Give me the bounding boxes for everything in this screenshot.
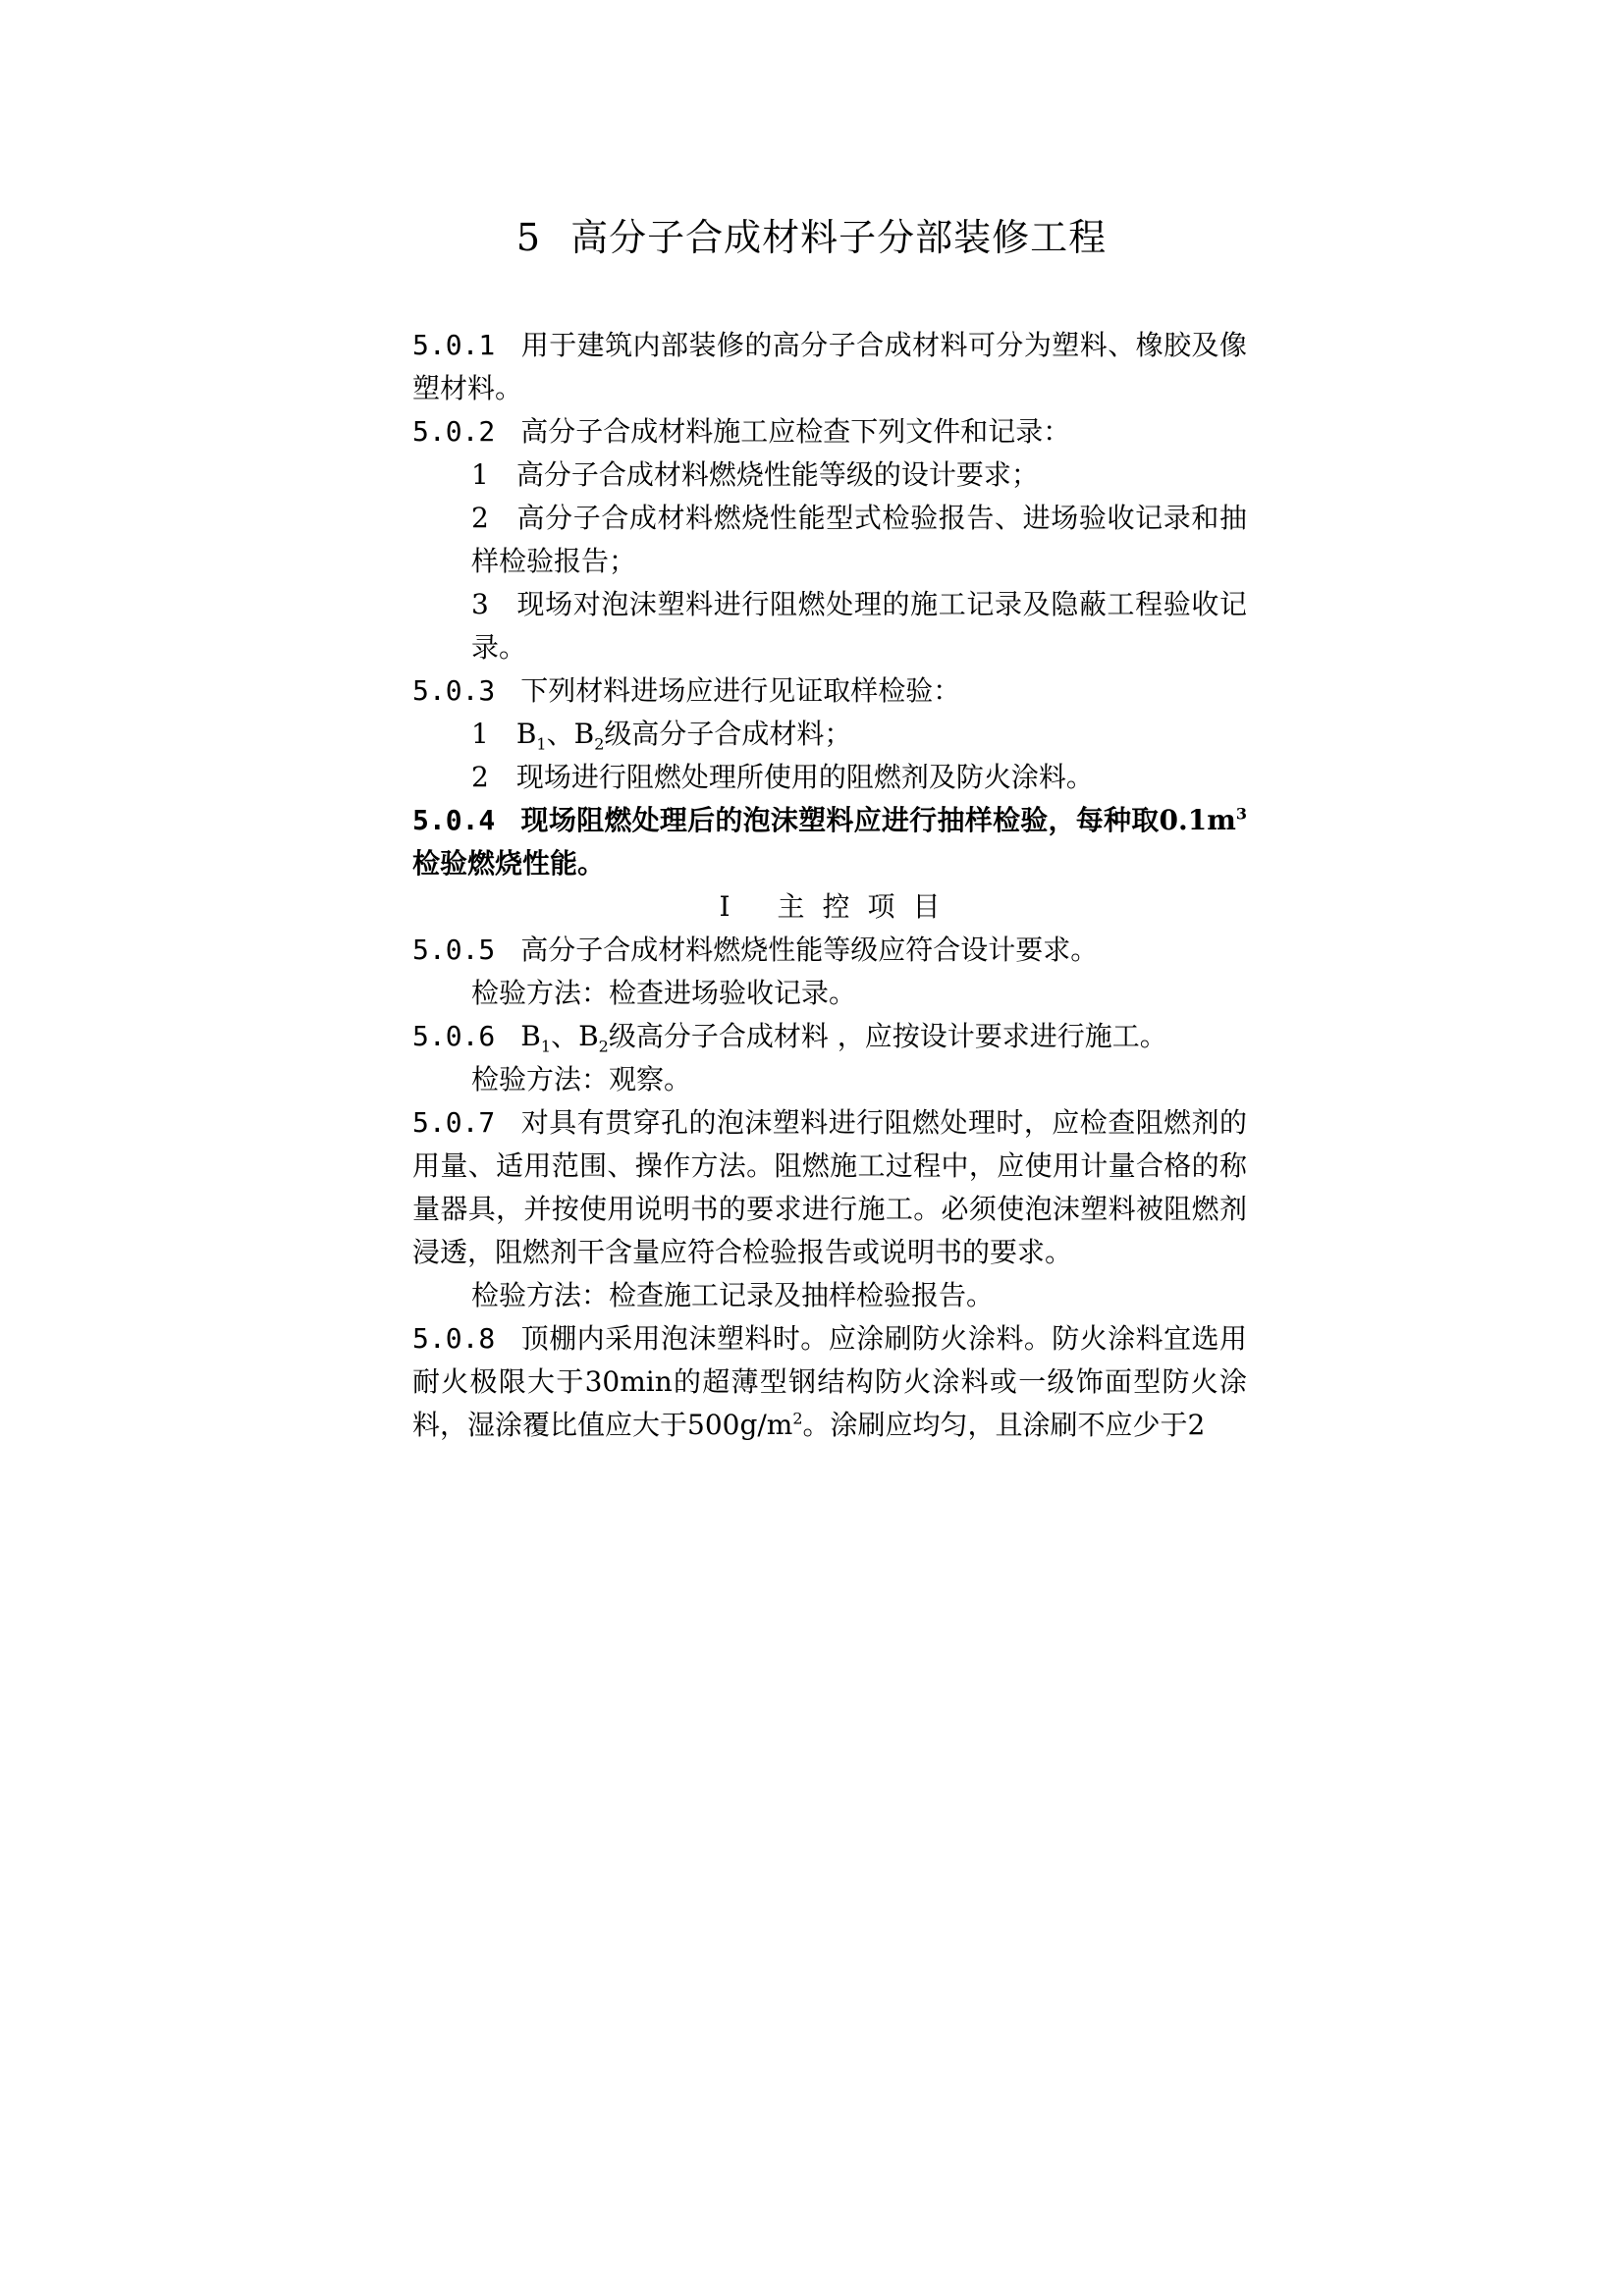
b-grade-letter: B bbox=[515, 718, 537, 750]
item-number: 3 bbox=[471, 588, 489, 620]
section-heading-text: 主控项目 bbox=[777, 890, 958, 923]
section-roman-numeral: Ⅰ bbox=[719, 890, 748, 923]
clause-number: 5.0.5 bbox=[412, 934, 496, 966]
separator: 、 bbox=[546, 718, 574, 750]
inspection-method: 检验方法：观察。 bbox=[471, 1063, 692, 1095]
inspection-method: 检验方法：检查施工记录及抽样检验报告。 bbox=[471, 1279, 995, 1311]
chapter-number: 5 bbox=[515, 216, 542, 259]
b-grade-subscript: 2 bbox=[598, 1037, 609, 1056]
clause-5-0-8 bbox=[412, 1317, 1247, 1447]
list-item bbox=[412, 497, 1247, 583]
clause-number: 5.0.6 bbox=[412, 1020, 496, 1052]
clause-text: 用于建筑内部装修的高分子合成材料可分为塑料、橡胶及像塑材料。 bbox=[412, 329, 1247, 404]
clause-number: 5.0.1 bbox=[412, 329, 496, 361]
item-text: 高分子合成材料燃烧性能型式检验报告、进场验收记录和抽样检验报告； bbox=[471, 502, 1247, 577]
clause-number: 5.0.7 bbox=[412, 1106, 496, 1139]
clause-5-0-7 bbox=[412, 1101, 1247, 1274]
clause-5-0-3 bbox=[412, 669, 1247, 713]
superscript: 3 bbox=[1235, 804, 1247, 824]
item-number: 2 bbox=[471, 761, 489, 793]
item-text: 高分子合成材料燃烧性能等级的设计要求； bbox=[515, 458, 1039, 491]
clause-number: 5.0.2 bbox=[412, 415, 496, 448]
clause-number: 5.0.3 bbox=[412, 674, 496, 707]
list-item bbox=[412, 756, 1247, 799]
list-item bbox=[412, 454, 1247, 497]
item-number: 1 bbox=[471, 718, 489, 750]
b-grade-letter: B bbox=[573, 718, 595, 750]
b-grade-subscript: 1 bbox=[536, 734, 547, 754]
clause-5-0-4 bbox=[412, 799, 1247, 885]
b-grade-letter: B bbox=[520, 1020, 541, 1052]
clause-text: 对具有贯穿孔的泡沫塑料进行阻燃处理时，应检查阻燃剂的用量、适用范围、操作方法。阻燃施工过程中，应使用计量合格的称量器具，并按使用说明书的要求进行施工。必须使泡沫塑料被阻燃剂浸透，阻燃剂干含量应符合检验报告或说明书的要求。 bbox=[412, 1106, 1247, 1268]
clause-text: 现场阻燃处理后的泡沫塑料应进行抽样检验，每种取0.1m bbox=[520, 804, 1236, 836]
superscript: 2 bbox=[792, 1409, 803, 1428]
inspection-method: 检验方法：检查进场验收记录。 bbox=[471, 977, 857, 1009]
clause-text: 级高分子合成材料 ，应按设计要求进行施工。 bbox=[608, 1020, 1167, 1052]
section-heading bbox=[412, 885, 1247, 929]
clause-5-0-2 bbox=[412, 410, 1247, 454]
item-text: 现场进行阻燃处理所使用的阻燃剂及防火涂料。 bbox=[515, 761, 1094, 793]
page-title bbox=[0, 208, 1623, 267]
clause-number: 5.0.4 bbox=[412, 804, 496, 836]
clause-5-0-6 bbox=[412, 1015, 1247, 1058]
b-grade-subscript: 1 bbox=[540, 1037, 552, 1056]
item-number: 1 bbox=[471, 458, 489, 491]
separator: 、 bbox=[551, 1020, 579, 1052]
b-grade-subscript: 2 bbox=[594, 734, 605, 754]
clause-5-0-5 bbox=[412, 929, 1247, 972]
document-body bbox=[412, 324, 1247, 1447]
clause-number: 5.0.8 bbox=[412, 1322, 496, 1355]
clause-5-0-1 bbox=[412, 324, 1247, 410]
item-text: 级高分子合成材料； bbox=[604, 718, 852, 750]
clause-text-end: 检验燃烧性能。 bbox=[412, 847, 606, 880]
clause-text: 顶棚内采用泡沫塑料时。应涂刷防火涂料。防火涂料宜选用耐火极限大于30min的超薄型钢结构防火涂料或一级饰面型防火涂料，湿涂覆比值应大于500g/m bbox=[412, 1322, 1247, 1441]
item-text: 现场对泡沫塑料进行阻燃处理的施工记录及隐蔽工程验收记录。 bbox=[471, 588, 1247, 664]
clause-text: 高分子合成材料施工应检查下列文件和记录： bbox=[520, 415, 1071, 448]
item-number: 2 bbox=[471, 502, 489, 534]
list-item bbox=[412, 583, 1247, 669]
list-item bbox=[412, 713, 1247, 756]
b-grade-letter: B bbox=[578, 1020, 599, 1052]
clause-text: 高分子合成材料燃烧性能等级应符合设计要求。 bbox=[520, 934, 1099, 966]
clause-text-end: 。涂刷应均匀，且涂刷不应少于2 bbox=[802, 1409, 1206, 1441]
clause-text: 下列材料进场应进行见证取样检验： bbox=[520, 674, 961, 707]
chapter-title: 高分子合成材料子分部装修工程 bbox=[570, 216, 1108, 259]
